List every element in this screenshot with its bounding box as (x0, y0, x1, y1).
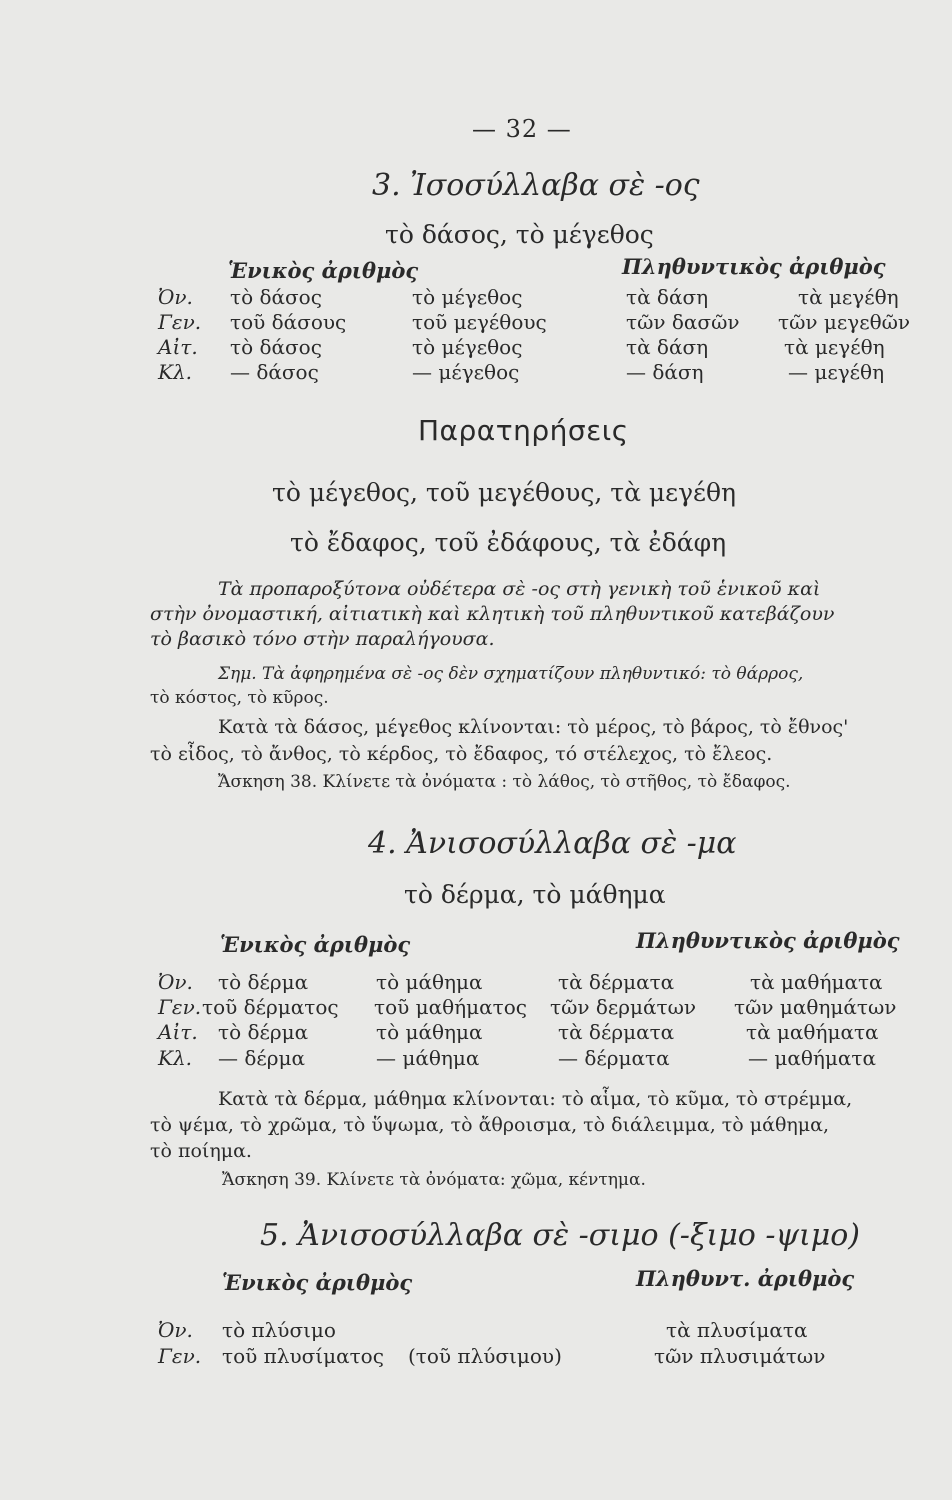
observations-title: Παρατηρήσεις (418, 414, 629, 447)
table-cell: τὰ μεγέθη (798, 285, 899, 309)
section4-singular-label: Ἑνικὸς ἀριθμὸς (220, 932, 411, 957)
table-cell: τοῦ μαθήματος (374, 995, 527, 1019)
section5-number: 5. (260, 1218, 289, 1253)
section4-table-row (158, 1020, 879, 1044)
table-cell: — μάθημα (376, 1046, 480, 1070)
table-cell: τὰ πλυσίματα (666, 1318, 808, 1342)
case-label: Γεν. (158, 310, 202, 334)
table-cell: — δέρμα (218, 1046, 306, 1070)
table-cell: τὰ μαθήματα (750, 970, 883, 994)
table-cell: τὰ δάση (626, 285, 709, 309)
table-cell: τὸ μάθημα (376, 970, 483, 994)
case-label: Ὀν. (158, 1318, 193, 1342)
section4-table-row (158, 995, 897, 1019)
table-cell: τὰ δάση (626, 335, 709, 359)
section5-table-row (158, 1344, 826, 1368)
table-cell: τοῦ μεγέθους (412, 310, 547, 334)
case-label: Κλ. (158, 1046, 192, 1070)
section5-title: Ἀνισοσύλλαβα σὲ -σιμο (-ξιμο -ψιμο) (298, 1218, 861, 1253)
section3-number: 3. (372, 168, 401, 203)
section3-table-row (158, 310, 911, 334)
table-cell: τὰ μαθήματα (746, 1020, 879, 1044)
section3-table-row (158, 335, 885, 359)
rule-line-2: στὴν ὀνομαστική, αἰτιατικὴ καὶ κλητικὴ τοῦ πληθυντικοῦ κατεβάζουν (150, 603, 835, 625)
section4-declension-line-3: τὸ ποίημα. (150, 1140, 252, 1162)
section4-plural-label: Πληθυντικὸς ἀριθμὸς (636, 928, 900, 953)
table-cell: (τοῦ πλύσιμου) (408, 1344, 562, 1368)
table-cell: τοῦ δάσους (230, 310, 347, 334)
table-cell: τῶν δερμάτων (550, 995, 697, 1019)
table-cell: — μαθήματα (748, 1046, 876, 1070)
case-label: Κλ. (158, 360, 192, 384)
section4-heading (368, 826, 737, 861)
rule-line-3: τὸ βασικὸ τόνο στὴν παραλήγουσα. (150, 628, 495, 650)
table-cell: — δέρματα (558, 1046, 670, 1070)
table-cell: — δάσος (230, 360, 319, 384)
section3-subtitle: τὸ δάσος, τὸ μέγεθος (385, 220, 654, 249)
table-cell: τὸ πλύσιμο (222, 1318, 336, 1342)
table-cell: — δάση (626, 360, 704, 384)
table-cell: τὰ δέρματα (558, 1020, 675, 1044)
section4-number: 4. (368, 826, 397, 861)
exercise-38: Ἄσκηση 38. Κλίνετε τὰ ὀνόματα : τὸ λάθος, τὸ στῆθος, τὸ ἔδαφος. (218, 772, 791, 792)
section3-plural-label: Πληθυντικὸς ἀριθμὸς (622, 254, 886, 279)
section5-heading (260, 1218, 860, 1253)
section3-table-row (158, 285, 899, 309)
section3-title: Ἰσοσύλλαβα σὲ -ος (410, 168, 700, 203)
section4-table-row (158, 970, 883, 994)
table-cell: τοῦ δέρματος (202, 995, 339, 1019)
page-number: — 32 — (472, 115, 572, 143)
declension-line-2: τὸ εἶδος, τὸ ἄνθος, τὸ κέρδος, τὸ ἔδαφος, τό στέλεχος, τὸ ἔλεος. (150, 743, 773, 765)
table-cell: τὸ μάθημα (376, 1020, 483, 1044)
table-cell: — μεγέθη (788, 360, 885, 384)
case-label: Γεν. (158, 995, 202, 1019)
section3-table-row (158, 360, 885, 384)
section4-table-row (158, 1046, 876, 1070)
case-label: Ὀν. (158, 970, 193, 994)
section3-heading (372, 168, 700, 203)
exercise-39: Ἄσκηση 39. Κλίνετε τὰ ὀνόματα: χῶμα, κέντημα. (222, 1170, 646, 1190)
note-line-1: Σημ. Τὰ ἀφηρημένα σὲ -ος δὲν σχηματίζουν πληθυντικό: τὸ θάρρος, (218, 664, 804, 684)
table-cell: τῶν μεγεθῶν (778, 310, 911, 334)
table-cell: τῶν δασῶν (626, 310, 740, 334)
table-cell: τὸ μέγεθος (412, 285, 523, 309)
table-cell: τὸ δάσος (230, 285, 322, 309)
table-cell: — μέγεθος (412, 360, 520, 384)
section5-plural-label: Πληθυντ. ἀριθμὸς (636, 1266, 855, 1291)
note-line-2: τὸ κόστος, τὸ κῦρος. (150, 688, 329, 708)
section3-singular-label: Ἑνικὸς ἀριθμὸς (228, 258, 419, 283)
table-cell: τὰ μεγέθη (784, 335, 885, 359)
table-cell: τὸ δέρμα (218, 970, 309, 994)
declension-line-1: Κατὰ τὰ δάσος, μέγεθος κλίνονται: τὸ μέρος, τὸ βάρος, τὸ ἔθνος' (218, 716, 849, 738)
section4-declension-line-2: τὸ ψέμα, τὸ χρῶμα, τὸ ὕψωμα, τὸ ἄθροισμα, τὸ διάλειμμα, τὸ μάθημα, (150, 1114, 830, 1136)
table-cell: τῶν μαθημάτων (734, 995, 897, 1019)
rule-line-1: Τὰ προπαροξύτονα οὐδέτερα σὲ -ος στὴ γενικὴ τοῦ ἑνικοῦ καὶ (218, 578, 821, 600)
section4-declension-line-1: Κατὰ τὰ δέρμα, μάθημα κλίνονται: τὸ αἷμα, τὸ κῦμα, τὸ στρέμμα, (218, 1088, 853, 1110)
case-label: Αἰτ. (158, 335, 198, 359)
case-label: Αἰτ. (158, 1020, 198, 1044)
case-label: Ὀν. (158, 285, 193, 309)
section5-table-row (158, 1318, 808, 1342)
section5-singular-label: Ἑνικὸς ἀριθμὸς (222, 1270, 413, 1295)
case-label: Γεν. (158, 1344, 202, 1368)
table-cell: τῶν πλυσιμάτων (654, 1344, 826, 1368)
section4-title: Ἀνισοσύλλαβα σὲ -μα (406, 826, 737, 861)
table-cell: τοῦ πλυσίματος (222, 1344, 384, 1368)
table-cell: τὰ δέρματα (558, 970, 675, 994)
table-cell: τὸ δάσος (230, 335, 322, 359)
section4-subtitle: τὸ δέρμα, τὸ μάθημα (404, 880, 666, 909)
observations-example-1: τὸ μέγεθος, τοῦ μεγέθους, τὰ μεγέθη (272, 478, 737, 507)
table-cell: τὸ μέγεθος (412, 335, 523, 359)
table-cell: τὸ δέρμα (218, 1020, 309, 1044)
observations-example-2: τὸ ἔδαφος, τοῦ ἐδάφους, τὰ ἐδάφη (290, 528, 727, 557)
